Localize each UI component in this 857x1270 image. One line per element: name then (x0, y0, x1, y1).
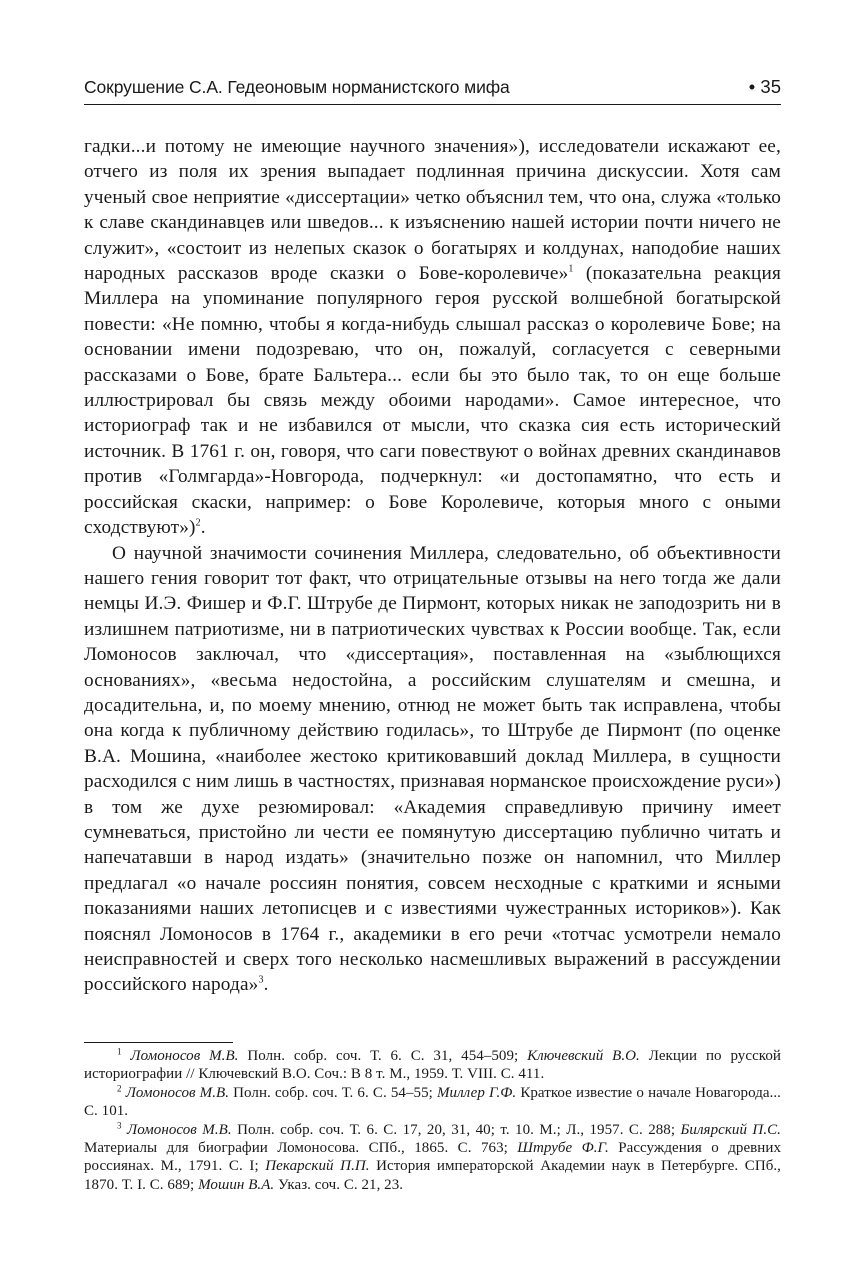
footnote-text: Лекции по русской историографии // Ключевский В.О. Соч.: В 8 т. М., 1959. Т. VIII. С. 411. (84, 1048, 781, 1083)
footnote-author: Билярский П.С. (680, 1121, 781, 1138)
footnote-text: Материалы для биографии Ломоносова. СПб., 1865. С. 763; (84, 1140, 518, 1157)
footnote-number: 3 (117, 1120, 122, 1131)
footnote-ref-1: 1 (568, 263, 574, 275)
footnote-ref-2: 2 (195, 517, 201, 529)
p1-text-c: . (200, 517, 206, 539)
footnote-author: Миллер Г.Ф. (436, 1084, 517, 1101)
p2-text-b: . (263, 974, 269, 996)
footnote-author: Ломоносов М.В. (127, 1121, 232, 1138)
footnote-1 (84, 1047, 781, 1084)
footnotes (84, 1047, 781, 1194)
footnote-3 (84, 1121, 781, 1195)
footnote-ref-3: 3 (258, 974, 264, 986)
footnote-author: Пекарский П.П. (265, 1158, 370, 1175)
footnote-author: Мошин В.А. (198, 1176, 275, 1193)
p1-text-a: гадки...и потому не имеющие научного значения»), исследователи искажают ее, отчего из поля их зрения выпадает подлинная причина дискуссии. Хотя сам ученый свое неприятие «диссертации» четко объяснил тем, что она, служа «только к славе скандинавцев или шведов... к изъяснению нашей истории почти ничего не служит», «состоит из нелепых сказок о богатырях и колдунах, наподобие наших народных рассказов вроде сказки о Бове-королевиче» (84, 136, 781, 285)
footnote-text: Полн. собр. соч. Т. 6. С. 17, 20, 31, 40; т. 10. М.; Л., 1957. С. 288; (231, 1121, 681, 1138)
footnote-text: История императорской Академии наук в Петербурге. СПб., 1870. Т. I. С. 689; (84, 1158, 781, 1193)
footnote-text: Рассуждения о древних россиянах. М., 1791. С. I; (84, 1140, 781, 1175)
footnote-text: Полн. собр. соч. Т. 6. С. 54–55; (229, 1084, 437, 1101)
p2-text-a: О научной значимости сочинения Миллера, следовательно, об объективности нашего гения говорит тот факт, что отрицательные отзывы на него тогда же дали немцы И.Э. Фишер и Ф.Г. Штрубе де Пирмонт, которых никак не заподозрить ни в излишнем патриотизме, ни в патриотических чувствах к России вообще. Так, если Ломоносов заключал, что «диссертация», поставленная на «зыблющихся основаниях», «весьма недостойна, а российским слушателям и смешна, и досадительна, и, по моему мнению, отнюд не может быть так исправлена, чтобы она когда к публичному действию годилась», то Штрубе де Пирмонт (по оценке В.А. Мошина, «наиболее жестоко критиковавший доклад Миллера, в сущности расходился с ним лишь в частностях, признавая норманское происхождение руси») в том же духе резюмировал: «Академия справедливую причину имеет сумневаться, пристойно ли чести ее помянутую диссертацию публично читать и напечатавши в народ издать» (значительно позже он напомнил, что Миллер предлагал «о начале россиян понятия, совсем несходные с краткими и ясными показаниями наших летописцев и с известиями чужестранных историков»). Как пояснял Ломоносов в 1764 г., академики в его речи «тотчас усмотрели немало неисправностей и сверх того несколько насмешливых выражений в рассуждении российского народа» (84, 542, 781, 996)
paragraph-2 (84, 541, 781, 998)
page-number: • 35 (748, 76, 781, 97)
footnote-text: Краткое известие о начале Новагорода... С. 101. (84, 1084, 781, 1120)
footnote-author: Штрубе Ф.Г. (517, 1140, 609, 1157)
p1-text-b: (показательна реакция Миллера на упоминание популярного героя русской волшебной богатырской повести: «Не помню, чтобы я когда-нибудь слышал рассказ о королевиче Бове; на основании имени подозреваю, что он, пожалуй, согласуется с северными рассказами о Бове, брате Бальтера... если бы это было так, то он еще больше иллюстрировал бы связь между обоими народами». Самое интересное, что историограф так и не избавился от мысли, что сказка сия есть исторический источник. В 1761 г. он, говоря, что саги повествуют о войнах древних скандинавов против «Голмгарда»-Новгорода, подчеркнул: «и достопамятно, что есть и российская скаски, например: о Бове Королевиче, которыя много с оными сходствуют») (84, 263, 781, 539)
footnote-number: 1 (117, 1046, 122, 1057)
footnote-author: Ломоносов М.В. (130, 1048, 239, 1064)
footnote-number: 2 (117, 1083, 122, 1094)
footnote-text: Указ. соч. С. 21, 23. (274, 1176, 404, 1193)
footnote-author: Ключевский В.О. (527, 1048, 640, 1064)
main-text (84, 134, 781, 998)
running-title: Сокрушение С.А. Гедеоновым норманистского мифа (84, 77, 510, 97)
footnote-2 (84, 1084, 781, 1121)
footnote-author: Ломоносов М.В. (125, 1084, 230, 1101)
footnote-divider (84, 1042, 233, 1043)
running-header (84, 72, 781, 105)
footnote-text: Полн. собр. соч. Т. 6. С. 31, 454–509; (238, 1048, 528, 1064)
paragraph-1 (84, 134, 781, 541)
